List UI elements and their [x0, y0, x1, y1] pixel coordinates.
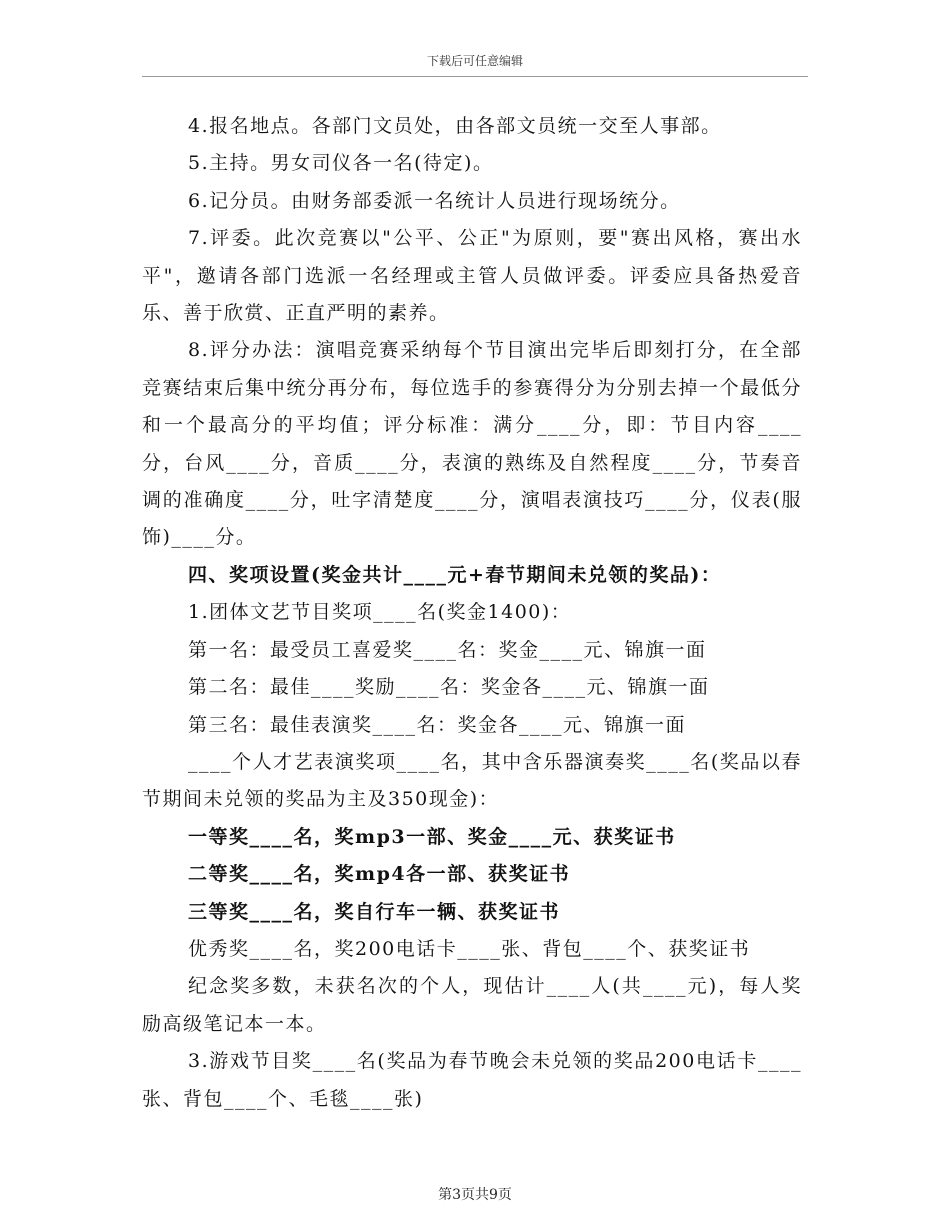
paragraph-second-prize: 二等奖____名，奖mp4各一部、获奖证书 — [188, 863, 571, 886]
paragraph-judges: 7.评委。此次竞赛以"公平、公正"为原则，要"赛出风格，赛出水平"，邀请各部门选派一名经理或主管人员做评委。评委应具备热爱音乐、善于欣赏、正直严明的素养。 — [142, 227, 802, 325]
paragraph-excellence-prize: 优秀奖____名，奖200电话卡____张、背包____个、获奖证书 — [188, 937, 751, 960]
paragraph-first-place: 第一名：最受员工喜爱奖____名：奖金____元、锦旗一面 — [188, 638, 707, 661]
paragraph-third-prize: 三等奖____名，奖自行车一辆、获奖证书 — [188, 900, 561, 923]
paragraph-second-place: 第二名：最佳____奖励____名：奖金各____元、锦旗一面 — [188, 676, 710, 699]
paragraph-souvenir-prize: 纪念奖多数，未获名次的个人，现估计____人(共____元)，每人奖励高级笔记本一本。 — [142, 975, 802, 1035]
section-heading-awards: 四、奖项设置(奖金共计____元+春节期间未兑领的奖品)： — [188, 563, 722, 586]
paragraph-third-place: 第三名：最佳表演奖____名：奖金各____元、锦旗一面 — [188, 713, 687, 736]
paragraph-scoring-method: 8.评分办法：演唱竞赛采纳每个节目演出完毕后即刻打分，在全部竞赛结束后集中统分再分布，每位选手的参赛得分为分别去掉一个最低分和一个最高分的平均值；评分标准：满分____分，即：节目内容____分，台风____分，音质____分，表演的熟练及自然程度____分，节奏音调的准确度____分，吐字清楚度____分，演唱表演技巧____分，仪表(服饰)____分。 — [142, 339, 802, 549]
paragraph-individual-awards: ____个人才艺表演奖项____名，其中含乐器演奏奖____名(奖品以春节期间未兑领的奖品为主及350现金)： — [142, 750, 802, 811]
header-divider — [142, 76, 808, 77]
page-header: 下载后可任意编辑 — [426, 54, 523, 68]
paragraph-game-awards: 3.游戏节目奖____名(奖品为春节晚会未兑领的奖品200电话卡____张、背包____个、毛毯____张) — [142, 1050, 802, 1110]
paragraph-group-awards: 1.团体文艺节目奖项____名(奖金1400)： — [188, 601, 572, 624]
page-footer: 第3页共9页 — [438, 1187, 512, 1203]
paragraph-host: 5.主持。男女司仪各一名(待定)。 — [188, 152, 494, 175]
paragraph-first-prize: 一等奖____名，奖mp3一部、奖金____元、获奖证书 — [188, 825, 676, 848]
paragraph-registration-location: 4.报名地点。各部门文员处，由各部文员统一交至人事部。 — [188, 115, 722, 137]
paragraph-scorekeeper: 6.记分员。由财务部委派一名统计人员进行现场统分。 — [188, 189, 681, 212]
document-body — [142, 108, 802, 1118]
